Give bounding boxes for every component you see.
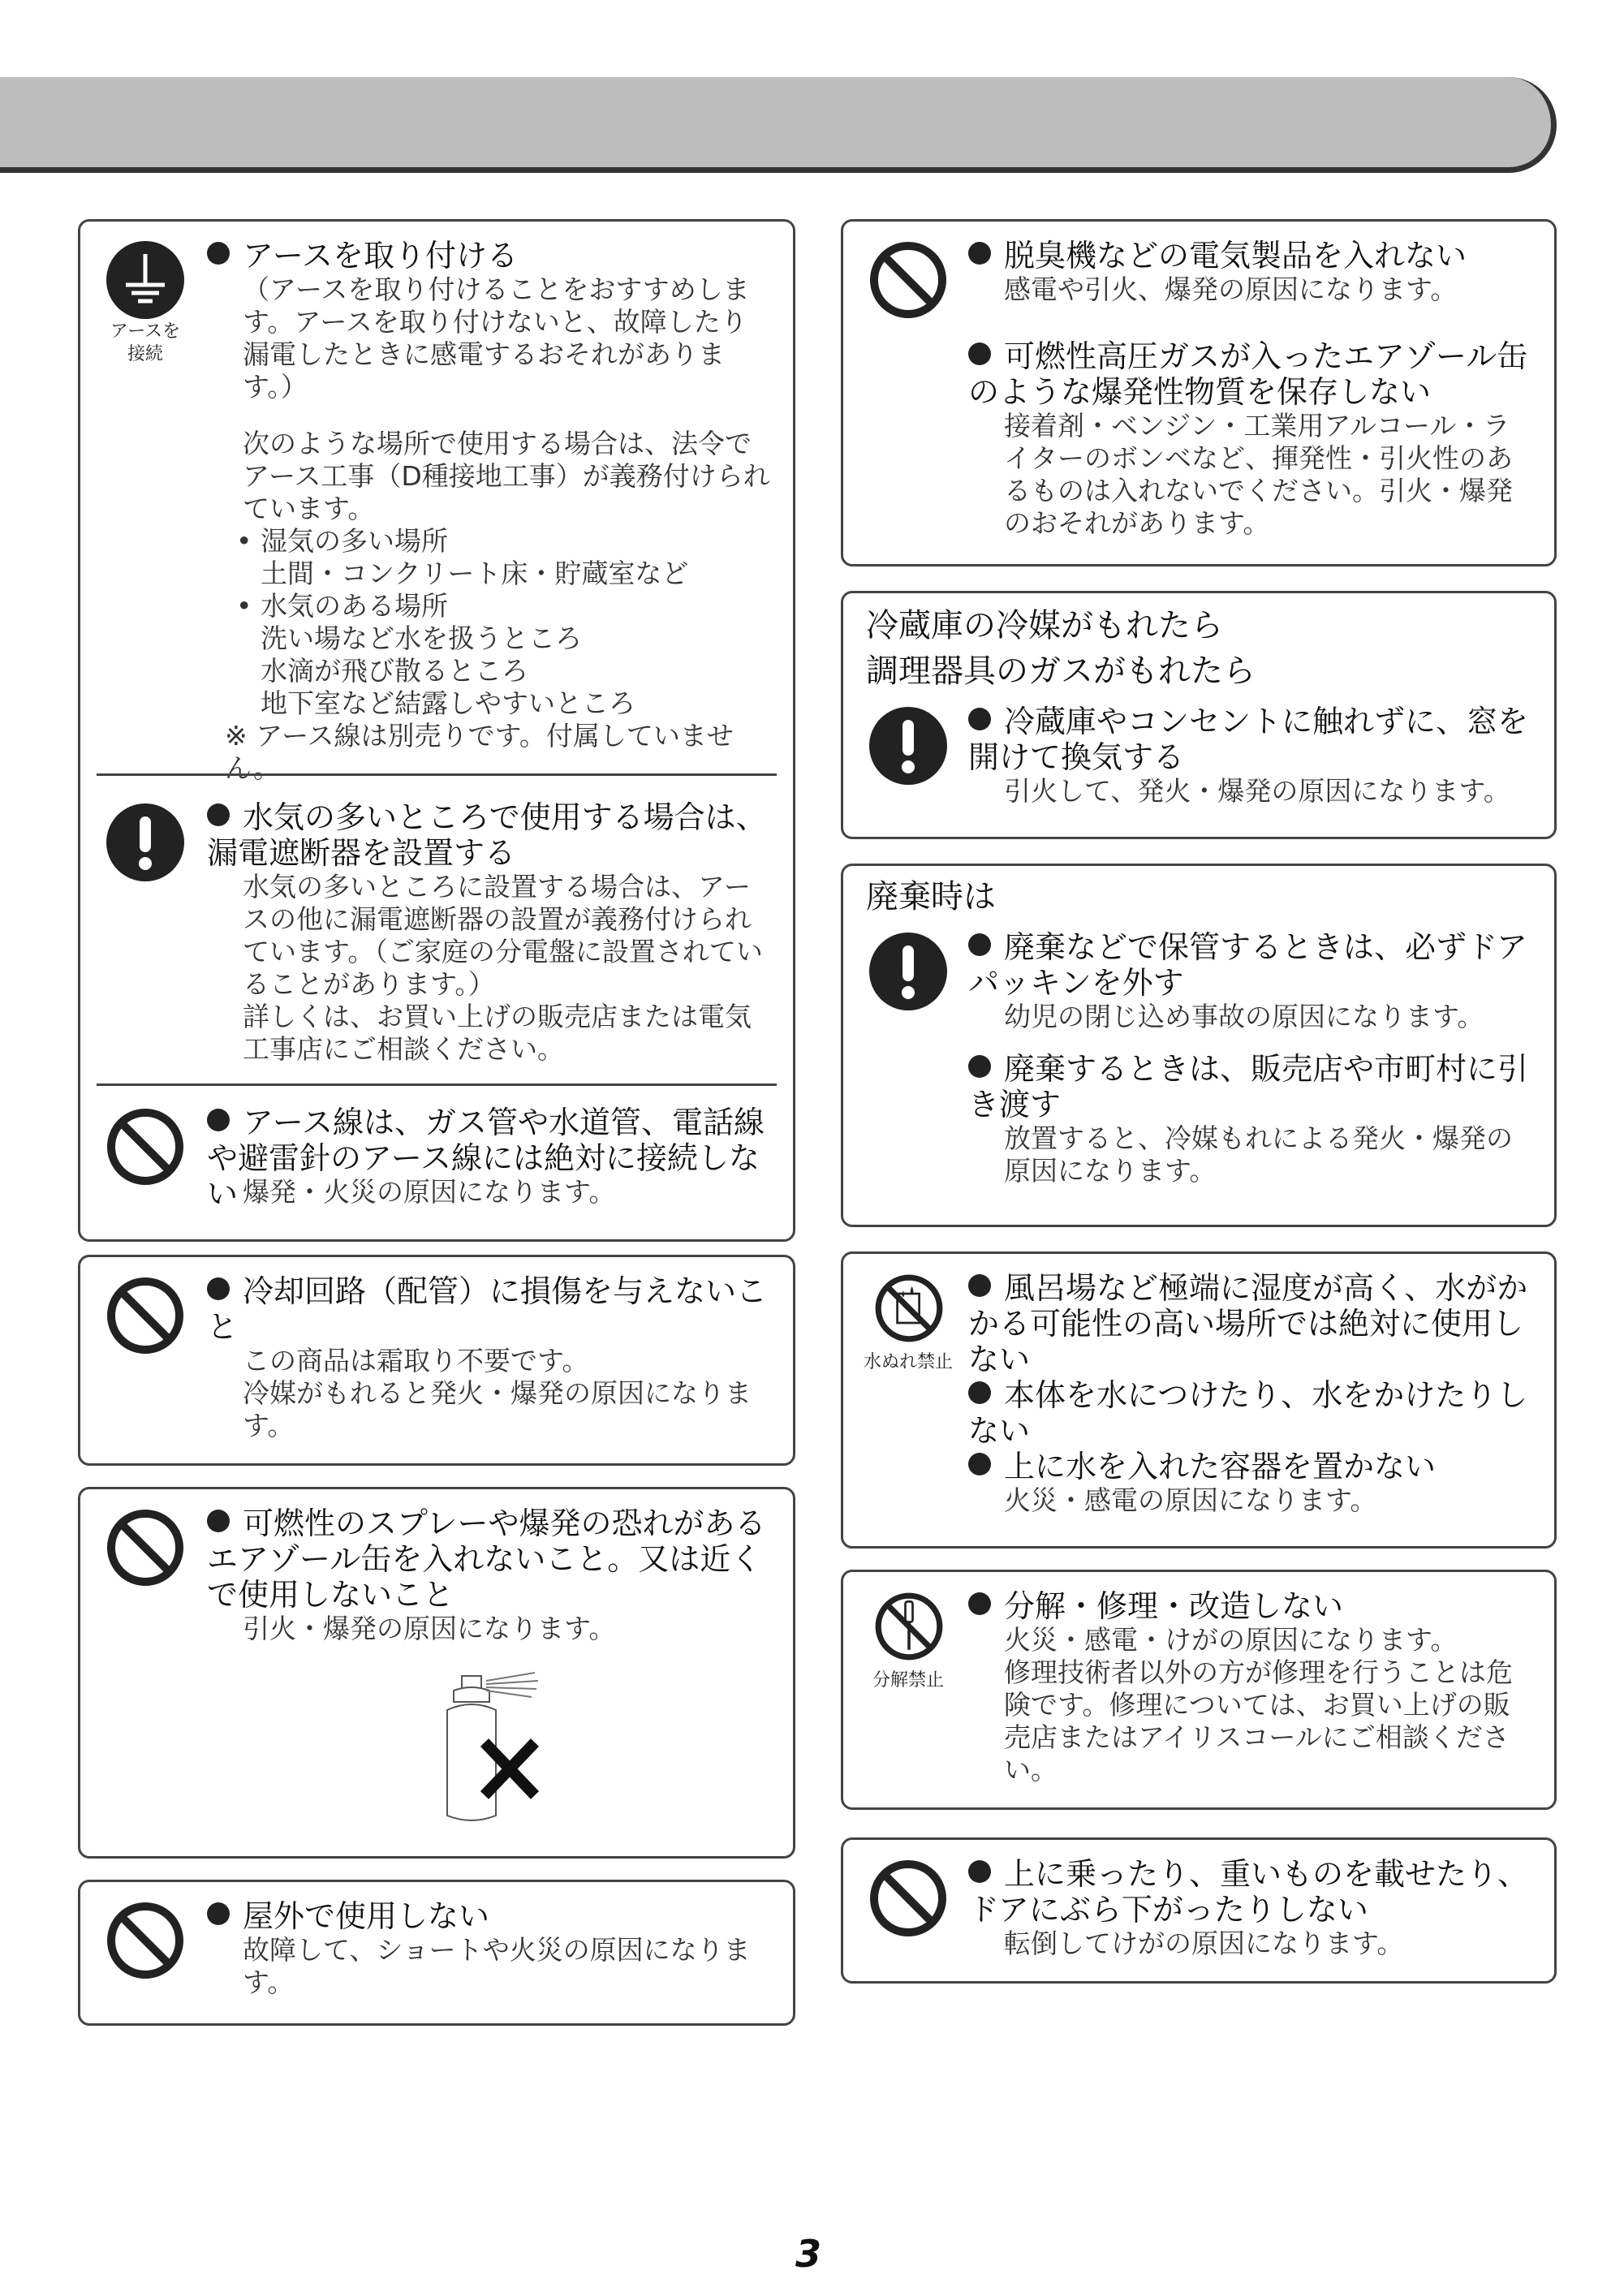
bullet-dot — [968, 1453, 991, 1475]
ventilate-heading: 冷蔵庫やコンセントに触れずに、窓を開けて換気する — [968, 704, 1529, 775]
prohibition-icon — [105, 1275, 186, 1356]
disassembly-heading: 分解・修理・改造しない — [968, 1588, 1536, 1624]
bullet-dot — [968, 1592, 991, 1615]
prohibition-icon — [868, 1858, 949, 1939]
no-water-body-heading: 本体を水につけたり、水をかけたりしない — [968, 1377, 1528, 1449]
door-packing-body: 幼児の閉じ込め事故の原因になります。 — [1004, 1001, 1484, 1032]
mandatory-icon — [868, 705, 949, 786]
outdoor-body: 故障して、ショートや火災の原因になります。 — [243, 1934, 751, 1998]
earth-wire-body: 爆発・火災の原因になります。 — [243, 1176, 616, 1208]
right-box-electric — [841, 219, 1557, 566]
earth-icon-label: アースを 接続 — [110, 321, 181, 364]
bullet-dot — [968, 342, 991, 365]
left-box-spray — [78, 1487, 795, 1859]
bullet-dot — [207, 803, 230, 826]
page-number: 3 — [795, 2232, 822, 2276]
bullet-dot — [207, 1109, 230, 1131]
left-box-earth — [78, 219, 795, 1242]
earth-body: （アースを取り付けることをおすすめします。アースを取り付けないと、故障したり漏電したときに感電するおそれがあります。） 次のような場所で使用する場合は、法令でアース工事（D種接地工事）が義務付けられています。 • 湿気の多い場所 土間・コンクリート床・貯蔵室など • 水気のある場所 洗い場など水を扱うところ 水滴が飛び散るところ 地下室など結露しやすいところ ※ アース線は別売りです。付属していません。 — [225, 274, 770, 784]
earth-note: ※ アース線は別売りです。付属していません。 — [225, 720, 734, 784]
earth-ground-icon — [105, 239, 186, 321]
spray-body: 引火・爆発の原因になります。 — [243, 1613, 616, 1644]
water-body: 火災・感電の原因になります。 — [1004, 1484, 1377, 1516]
mandatory-icon — [105, 802, 186, 883]
spray-heading: 可燃性のスプレーや爆発の恐れがあるエアゾール缶を入れないこと。又は近くで使用しないこと — [207, 1506, 766, 1613]
left-box-outdoor — [78, 1880, 795, 2026]
bullet-dot — [207, 242, 230, 265]
divider — [97, 773, 777, 776]
bullet-dot — [968, 242, 991, 265]
earth-wire-heading: アース線は、ガス管や水道管、電話線や避雷針のアース線には絶対に接続しない — [207, 1105, 765, 1212]
bullet-dot — [207, 1510, 230, 1532]
right-box-disposal — [841, 864, 1557, 1227]
cooling-heading: 冷却回路（配管）に損傷を与えないこと — [207, 1273, 768, 1345]
mandatory-icon — [868, 931, 949, 1012]
no-water-icon-label: 水ぬれ禁止 — [863, 1352, 953, 1372]
electric-body: 感電や引火、爆発の原因になります。 — [1004, 274, 1458, 305]
earth-heading: アースを取り付ける — [207, 238, 775, 274]
disposal-title: 廃棄時は — [866, 878, 996, 915]
no-disassembly-icon-label: 分解禁止 — [872, 1670, 944, 1691]
climb-body: 転倒してけがの原因になります。 — [1004, 1928, 1404, 1959]
bullet-dot — [207, 1277, 230, 1300]
hand-over-heading: 廃棄するときは、販売店や市町村に引き渡す — [968, 1051, 1529, 1122]
left-box-cooling-circuit — [78, 1255, 795, 1466]
no-water-icon — [872, 1272, 946, 1345]
header-banner — [0, 77, 1557, 173]
hand-over-body: 放置すると、冷媒もれによる発火・爆発の原因になります。 — [1004, 1122, 1513, 1187]
gas-leak-title: 冷蔵庫の冷媒がもれたら 調理器具のガスがもれたら — [866, 607, 1256, 690]
divider — [97, 1083, 777, 1086]
bathroom-heading: 風呂場など極端に湿度が高く、水がかかる可能性の高い場所では絶対に使用しない — [968, 1270, 1528, 1377]
no-disassembly-icon — [872, 1590, 946, 1663]
right-box-disassembly — [841, 1570, 1557, 1810]
prohibition-icon — [105, 1900, 186, 1981]
breaker-body: 水気の多いところに設置する場合は、アースの他に漏電遮断器の設置が義務付けられています。（ご家庭の分電盤に設置されていることがあります。） 詳しくは、お買い上げの販売店または電気工事店にご相談ください。 — [243, 871, 763, 1065]
ventilate-body: 引火して、発火・爆発の原因になります。 — [1004, 775, 1510, 807]
no-container-heading: 上に水を入れた容器を置かない — [968, 1449, 1536, 1484]
bullet-dot — [968, 933, 991, 956]
spray-can-prohibited-illustration — [429, 1669, 575, 1835]
bullet-water: • 水気のある場所 — [236, 590, 448, 622]
bullet-dot — [968, 1860, 991, 1883]
door-packing-heading: 廃棄などで保管するときは、必ずドアパッキンを外す — [968, 929, 1527, 1001]
climb-heading: 上に乗ったり、重いものを載せたり、ドアにぶら下がったりしない — [968, 1856, 1529, 1928]
bullet-dot — [207, 1902, 230, 1925]
cooling-body: この商品は霜取り不要です。 冷媒がもれると発火・爆発の原因になります。 — [243, 1345, 752, 1441]
bullet-dot — [968, 1274, 991, 1297]
aerosol-heading: 可燃性高圧ガスが入ったエアゾール缶のような爆発性物質を保存しない — [968, 338, 1528, 410]
bullet-humid: • 湿気の多い場所 — [236, 525, 448, 557]
bullet-dot — [968, 1055, 991, 1078]
right-box-gas-leak — [841, 591, 1557, 839]
electric-heading: 脱臭機などの電気製品を入れない — [968, 238, 1536, 274]
aerosol-body: 接着剤・ベンジン・工業用アルコール・ライターのボンベなど、揮発性・引火性のあるものは入れないでください。引火・爆発のおそれがあります。 — [1004, 410, 1513, 539]
prohibition-icon — [868, 239, 949, 321]
right-box-water — [841, 1251, 1557, 1549]
prohibition-icon — [105, 1507, 186, 1588]
bullet-dot — [968, 708, 991, 730]
breaker-heading: 水気の多いところで使用する場合は、漏電遮断器を設置する — [207, 799, 767, 871]
bullet-dot — [968, 1381, 991, 1404]
prohibition-icon — [105, 1106, 186, 1187]
outdoor-heading: 屋外で使用しない — [207, 1898, 775, 1934]
right-box-climb — [841, 1837, 1557, 1984]
disassembly-body: 火災・感電・けがの原因になります。 修理技術者以外の方が修理を行うことは危険です。修理については、お買い上げの販売店またはアイリスコールにご相談ください。 — [1004, 1624, 1513, 1786]
